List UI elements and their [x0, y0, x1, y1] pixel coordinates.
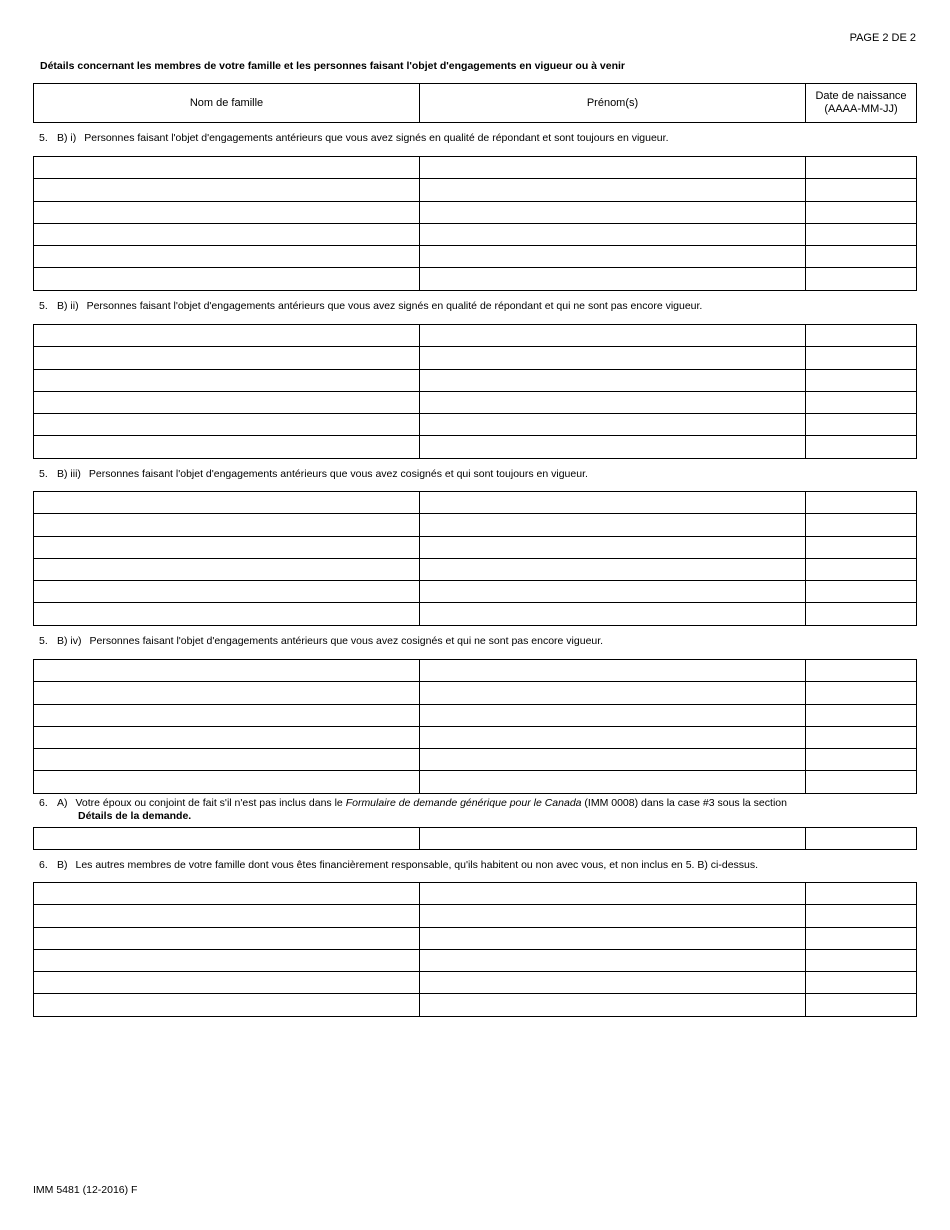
last-name-input[interactable] [34, 179, 419, 200]
table-cell [806, 928, 916, 949]
first-name-input[interactable] [420, 581, 805, 602]
table-row [34, 224, 916, 246]
table-cell [806, 828, 916, 850]
table-cell [806, 581, 916, 602]
date-of-birth-input[interactable] [806, 414, 916, 435]
table-cell [420, 581, 806, 602]
date-of-birth-input[interactable] [806, 559, 916, 580]
table-row [34, 682, 916, 704]
table-cell [420, 537, 806, 558]
table-cell [34, 771, 420, 793]
last-name-input[interactable] [34, 950, 419, 971]
table-cell [34, 928, 420, 949]
first-name-input[interactable] [420, 905, 805, 926]
table-cell [420, 246, 806, 267]
table-cell [806, 325, 916, 346]
table-cell [34, 514, 420, 535]
table-row [34, 828, 916, 850]
section-6a-table [33, 827, 917, 850]
last-name-input[interactable] [34, 603, 419, 625]
table-cell [806, 994, 916, 1016]
first-name-input[interactable] [420, 268, 805, 290]
table-cell [420, 905, 806, 926]
table-row [34, 905, 916, 927]
table-cell [34, 392, 420, 413]
last-name-input[interactable] [34, 514, 419, 535]
table-row [34, 268, 916, 290]
section-6b-table [33, 882, 917, 1017]
first-name-input[interactable] [420, 325, 805, 346]
first-name-input[interactable] [420, 202, 805, 223]
table-row [34, 347, 916, 369]
table-cell [420, 705, 806, 726]
last-name-input[interactable] [34, 660, 419, 681]
first-name-input[interactable] [420, 771, 805, 793]
first-name-input[interactable] [420, 246, 805, 267]
last-name-input[interactable] [34, 246, 419, 267]
last-name-input[interactable] [34, 682, 419, 703]
table-cell [806, 157, 916, 178]
table-cell [806, 414, 916, 435]
date-of-birth-input[interactable] [806, 883, 916, 904]
first-name-input[interactable] [420, 537, 805, 558]
table-cell [420, 559, 806, 580]
table-row [34, 246, 916, 268]
first-name-input[interactable] [420, 559, 805, 580]
section-5biii-table [33, 491, 917, 626]
table-cell [34, 972, 420, 993]
first-name-input[interactable] [420, 514, 805, 535]
table-cell [420, 392, 806, 413]
date-of-birth-input[interactable] [806, 268, 916, 290]
table-row [34, 705, 916, 727]
first-name-input[interactable] [420, 828, 805, 850]
dob-label: Date de naissance [815, 90, 907, 102]
table-cell [420, 603, 806, 625]
section-6a-bold-label: Détails de la demande. [78, 810, 192, 822]
date-of-birth-input[interactable] [806, 994, 916, 1016]
date-of-birth-input[interactable] [806, 660, 916, 681]
table-cell [420, 928, 806, 949]
date-of-birth-input[interactable] [806, 749, 916, 770]
last-name-input[interactable] [34, 883, 419, 904]
section-5bi-label: 5. B) i) Personnes faisant l'objet d'engagements antérieurs que vous avez signés en qualité de répondant et sont toujours en vigueur. [39, 132, 669, 144]
last-name-input[interactable] [34, 559, 419, 580]
table-cell [420, 682, 806, 703]
table-cell [806, 727, 916, 748]
table-row [34, 537, 916, 559]
table-cell [34, 749, 420, 770]
table-row [34, 994, 916, 1016]
table-cell [420, 514, 806, 535]
table-row [34, 928, 916, 950]
table-cell [420, 370, 806, 391]
last-name-input[interactable] [34, 994, 419, 1016]
first-name-input[interactable] [420, 603, 805, 625]
table-cell [806, 537, 916, 558]
table-cell [34, 492, 420, 513]
first-name-input[interactable] [420, 682, 805, 703]
table-cell [420, 749, 806, 770]
first-name-input[interactable] [420, 994, 805, 1016]
first-name-input[interactable] [420, 414, 805, 435]
last-name-input[interactable] [34, 157, 419, 178]
date-of-birth-input[interactable] [806, 370, 916, 391]
table-row [34, 749, 916, 771]
form-name-italic: Formulaire de demande générique pour le Canada [345, 797, 582, 809]
date-of-birth-input[interactable] [806, 537, 916, 558]
date-of-birth-input[interactable] [806, 705, 916, 726]
last-name-input[interactable] [34, 392, 419, 413]
section-5biv-table [33, 659, 917, 794]
table-cell [806, 603, 916, 625]
table-cell [34, 202, 420, 223]
table-row [34, 370, 916, 392]
last-name-input[interactable] [34, 771, 419, 793]
date-of-birth-input[interactable] [806, 514, 916, 535]
table-cell [34, 603, 420, 625]
first-name-input[interactable] [420, 347, 805, 368]
date-of-birth-input[interactable] [806, 492, 916, 513]
table-cell [34, 682, 420, 703]
last-name-input[interactable] [34, 749, 419, 770]
table-cell [806, 370, 916, 391]
table-row [34, 157, 916, 179]
table-row [34, 660, 916, 682]
table-cell [34, 883, 420, 904]
first-name-input[interactable] [420, 370, 805, 391]
table-cell [420, 202, 806, 223]
date-of-birth-input[interactable] [806, 246, 916, 267]
last-name-input[interactable] [34, 905, 419, 926]
table-cell [420, 224, 806, 245]
last-name-input[interactable] [34, 972, 419, 993]
table-cell [420, 883, 806, 904]
last-name-input[interactable] [34, 325, 419, 346]
date-of-birth-input[interactable] [806, 727, 916, 748]
table-cell [806, 749, 916, 770]
table-cell [806, 246, 916, 267]
table-cell [420, 828, 806, 850]
first-name-input[interactable] [420, 749, 805, 770]
section-5bi-table [33, 156, 917, 291]
table-row [34, 883, 916, 905]
table-cell [420, 727, 806, 748]
table-cell [34, 347, 420, 368]
table-cell [34, 436, 420, 458]
table-cell [420, 972, 806, 993]
last-name-input[interactable] [34, 727, 419, 748]
first-name-input[interactable] [420, 883, 805, 904]
first-name-input[interactable] [420, 392, 805, 413]
last-name-input[interactable] [34, 436, 419, 458]
last-name-input[interactable] [34, 581, 419, 602]
column-header-first-name: Prénom(s) [420, 84, 806, 122]
table-row [34, 436, 916, 458]
first-name-input[interactable] [420, 224, 805, 245]
table-row [34, 603, 916, 625]
table-cell [420, 325, 806, 346]
last-name-input[interactable] [34, 414, 419, 435]
table-cell [34, 727, 420, 748]
table-row [34, 581, 916, 603]
first-name-input[interactable] [420, 179, 805, 200]
section-5bii-table [33, 324, 917, 459]
table-cell [806, 905, 916, 926]
table-row [34, 325, 916, 347]
table-cell [806, 950, 916, 971]
table-cell [34, 157, 420, 178]
table-cell [420, 771, 806, 793]
date-of-birth-input[interactable] [806, 325, 916, 346]
date-of-birth-input[interactable] [806, 828, 916, 850]
table-row [34, 492, 916, 514]
table-cell [806, 436, 916, 458]
table-row [34, 414, 916, 436]
table-cell [806, 559, 916, 580]
table-cell [34, 559, 420, 580]
table-cell [806, 179, 916, 200]
table-row [34, 202, 916, 224]
first-name-input[interactable] [420, 705, 805, 726]
section-6a-label: 6. A) Votre époux ou conjoint de fait s'il n'est pas inclus dans le Formulaire de demande générique pour le Canada (IMM 0008) dans la case #3 sous la section Détails de la demande. [39, 797, 787, 822]
table-row [34, 179, 916, 201]
date-of-birth-input[interactable] [806, 972, 916, 993]
last-name-input[interactable] [34, 537, 419, 558]
last-name-input[interactable] [34, 492, 419, 513]
table-cell [806, 347, 916, 368]
date-of-birth-input[interactable] [806, 581, 916, 602]
table-cell [34, 581, 420, 602]
table-cell [806, 705, 916, 726]
table-cell [420, 436, 806, 458]
table-cell [806, 682, 916, 703]
table-cell [806, 268, 916, 290]
column-header-last-name: Nom de famille [34, 84, 420, 122]
date-of-birth-input[interactable] [806, 202, 916, 223]
date-of-birth-input[interactable] [806, 392, 916, 413]
dob-format: (AAAA-MM-JJ) [824, 103, 898, 115]
date-of-birth-input[interactable] [806, 436, 916, 458]
first-name-input[interactable] [420, 972, 805, 993]
table-cell [420, 950, 806, 971]
date-of-birth-input[interactable] [806, 950, 916, 971]
table-row [34, 727, 916, 749]
section-6b-label: 6. B) Les autres membres de votre famille dont vous êtes financièrement responsable, qu'ils habitent ou non avec vous, et non inclus en 5. B) ci-dessus. [39, 859, 759, 871]
first-name-input[interactable] [420, 492, 805, 513]
date-of-birth-input[interactable] [806, 603, 916, 625]
date-of-birth-input[interactable] [806, 157, 916, 178]
last-name-input[interactable] [34, 347, 419, 368]
first-name-input[interactable] [420, 157, 805, 178]
date-of-birth-input[interactable] [806, 179, 916, 200]
last-name-input[interactable] [34, 224, 419, 245]
table-cell [34, 224, 420, 245]
table-cell [420, 994, 806, 1016]
first-name-input[interactable] [420, 727, 805, 748]
table-cell [806, 771, 916, 793]
table-cell [806, 492, 916, 513]
table-cell [34, 246, 420, 267]
table-cell [420, 179, 806, 200]
table-cell [34, 905, 420, 926]
table-cell [420, 157, 806, 178]
table-cell [34, 414, 420, 435]
table-row [34, 514, 916, 536]
section-5bii-label: 5. B) ii) Personnes faisant l'objet d'engagements antérieurs que vous avez signés en qualité de répondant et qui ne sont pas encore vigueur. [39, 300, 703, 312]
table-cell [420, 268, 806, 290]
table-cell [34, 268, 420, 290]
table-row [34, 972, 916, 994]
table-row [34, 559, 916, 581]
date-of-birth-input[interactable] [806, 771, 916, 793]
table-cell [806, 224, 916, 245]
table-cell [34, 828, 420, 850]
table-cell [806, 660, 916, 681]
last-name-input[interactable] [34, 268, 419, 290]
last-name-input[interactable] [34, 705, 419, 726]
date-of-birth-input[interactable] [806, 905, 916, 926]
date-of-birth-input[interactable] [806, 347, 916, 368]
table-cell [34, 950, 420, 971]
page-number: PAGE 2 DE 2 [849, 32, 916, 44]
table-cell [420, 414, 806, 435]
column-header-date-of-birth [806, 84, 916, 122]
table-cell [34, 537, 420, 558]
table-cell [420, 347, 806, 368]
date-of-birth-input[interactable] [806, 224, 916, 245]
table-row [34, 392, 916, 414]
table-cell [420, 492, 806, 513]
section-5biv-label: 5. B) iv) Personnes faisant l'objet d'engagements antérieurs que vous avez cosignés et qui ne sont pas encore vigueur. [39, 635, 604, 647]
date-of-birth-input[interactable] [806, 682, 916, 703]
table-cell [34, 179, 420, 200]
form-title: Détails concernant les membres de votre famille et les personnes faisant l'objet d'engagements en vigueur ou à venir [40, 60, 626, 72]
table-cell [34, 705, 420, 726]
first-name-input[interactable] [420, 660, 805, 681]
table-cell [806, 972, 916, 993]
table-cell [34, 370, 420, 391]
last-name-input[interactable] [34, 202, 419, 223]
table-cell [806, 514, 916, 535]
table-cell [420, 660, 806, 681]
last-name-input[interactable] [34, 928, 419, 949]
first-name-input[interactable] [420, 950, 805, 971]
column-header-table [33, 83, 917, 123]
table-cell [34, 660, 420, 681]
last-name-input[interactable] [34, 370, 419, 391]
table-row [34, 950, 916, 972]
table-cell [34, 994, 420, 1016]
table-cell [806, 883, 916, 904]
form-code-footer: IMM 5481 (12-2016) F [33, 1184, 138, 1196]
first-name-input[interactable] [420, 436, 805, 458]
table-cell [806, 202, 916, 223]
section-5biii-label: 5. B) iii) Personnes faisant l'objet d'engagements antérieurs que vous avez cosignés et qui sont toujours en vigueur. [39, 468, 588, 480]
last-name-input[interactable] [34, 828, 419, 850]
table-row [34, 771, 916, 793]
date-of-birth-input[interactable] [806, 928, 916, 949]
first-name-input[interactable] [420, 928, 805, 949]
table-cell [34, 325, 420, 346]
table-cell [806, 392, 916, 413]
